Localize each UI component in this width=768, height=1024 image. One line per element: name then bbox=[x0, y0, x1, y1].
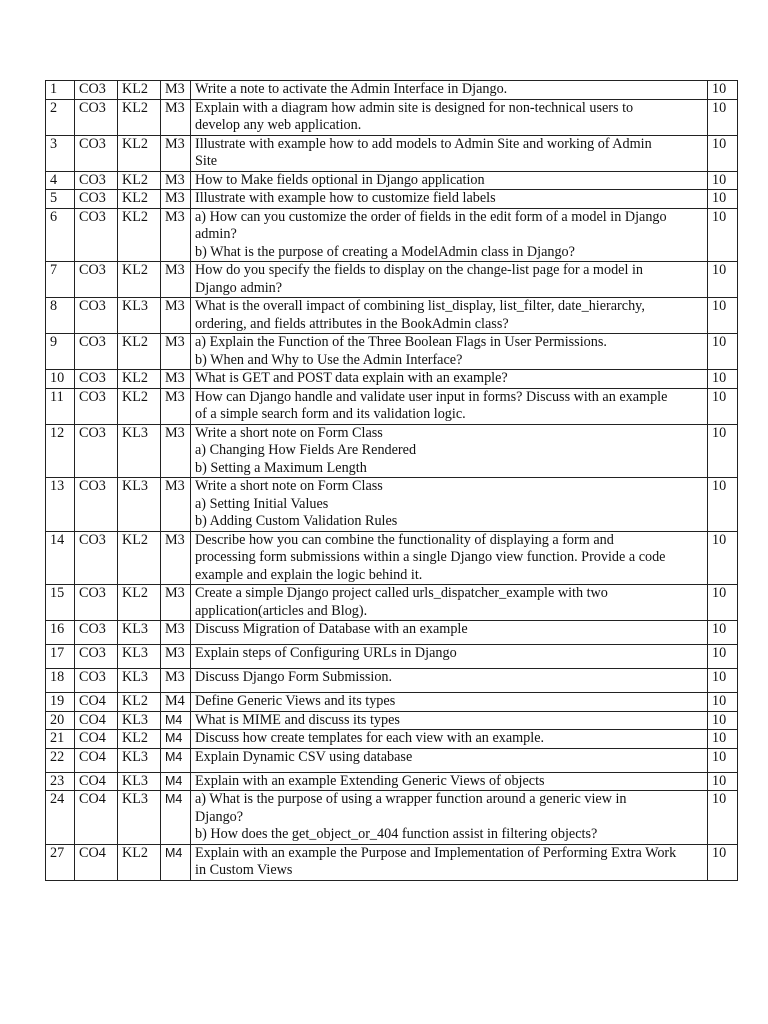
question-number: 5 bbox=[46, 190, 75, 209]
question-table-body bbox=[46, 81, 738, 881]
module: M3 bbox=[161, 298, 191, 334]
module: M3 bbox=[161, 370, 191, 389]
knowledge-level: KL2 bbox=[118, 171, 161, 190]
question-line: Illustrate with example how to add models to Admin Site and working of Admin bbox=[195, 135, 652, 152]
question-line: Discuss how create templates for each view with an example. bbox=[195, 730, 545, 746]
knowledge-level: KL2 bbox=[118, 334, 161, 370]
question-row bbox=[46, 190, 738, 209]
question-line: application(articles and Blog). bbox=[195, 602, 368, 619]
question-row bbox=[46, 585, 738, 621]
course-outcome: CO3 bbox=[75, 585, 118, 621]
question-line: b) Setting a Maximum Length bbox=[195, 459, 367, 476]
question-number: 21 bbox=[46, 730, 75, 749]
question-text bbox=[191, 81, 708, 100]
course-outcome: CO3 bbox=[75, 370, 118, 389]
question-number: 18 bbox=[46, 669, 75, 693]
question-row bbox=[46, 621, 738, 645]
course-outcome: CO3 bbox=[75, 669, 118, 693]
course-outcome: CO3 bbox=[75, 135, 118, 171]
module: M3 bbox=[161, 99, 191, 135]
knowledge-level: KL2 bbox=[118, 531, 161, 585]
marks: 10 bbox=[708, 791, 738, 845]
question-line: ordering, and fields attributes in the BookAdmin class? bbox=[195, 315, 509, 332]
question-text bbox=[191, 388, 708, 424]
course-outcome: CO4 bbox=[75, 772, 118, 791]
module: M3 bbox=[161, 81, 191, 100]
question-line: Discuss Django Form Submission. bbox=[195, 669, 393, 685]
knowledge-level: KL2 bbox=[118, 190, 161, 209]
question-line: Explain with a diagram how admin site is designed for non-technical users to bbox=[195, 99, 634, 116]
module: M4 bbox=[161, 772, 191, 791]
course-outcome: CO4 bbox=[75, 711, 118, 730]
question-line: What is MIME and discuss its types bbox=[195, 711, 400, 728]
question-row bbox=[46, 262, 738, 298]
module: M3 bbox=[161, 334, 191, 370]
module: M3 bbox=[161, 388, 191, 424]
question-table bbox=[45, 80, 738, 881]
question-row bbox=[46, 669, 738, 693]
course-outcome: CO3 bbox=[75, 171, 118, 190]
question-line: admin? bbox=[195, 226, 237, 242]
marks: 10 bbox=[708, 531, 738, 585]
question-row bbox=[46, 334, 738, 370]
module: M3 bbox=[161, 171, 191, 190]
question-line: Write a short note on Form Class bbox=[195, 424, 383, 441]
question-number: 23 bbox=[46, 772, 75, 791]
course-outcome: CO3 bbox=[75, 208, 118, 262]
marks: 10 bbox=[708, 135, 738, 171]
question-number: 6 bbox=[46, 208, 75, 262]
question-text bbox=[191, 645, 708, 669]
module: M3 bbox=[161, 190, 191, 209]
marks: 10 bbox=[708, 711, 738, 730]
question-line: How to Make fields optional in Django application bbox=[195, 171, 485, 188]
question-line: Discuss Migration of Database with an example bbox=[195, 621, 468, 637]
question-row bbox=[46, 772, 738, 791]
question-row bbox=[46, 645, 738, 669]
question-text bbox=[191, 478, 708, 532]
course-outcome: CO3 bbox=[75, 424, 118, 478]
knowledge-level: KL3 bbox=[118, 669, 161, 693]
knowledge-level: KL2 bbox=[118, 135, 161, 171]
question-text bbox=[191, 298, 708, 334]
module: M3 bbox=[161, 135, 191, 171]
question-line: Site bbox=[195, 153, 218, 169]
question-text bbox=[191, 135, 708, 171]
course-outcome: CO3 bbox=[75, 645, 118, 669]
question-row bbox=[46, 208, 738, 262]
question-row bbox=[46, 171, 738, 190]
question-number: 24 bbox=[46, 791, 75, 845]
knowledge-level: KL2 bbox=[118, 693, 161, 712]
marks: 10 bbox=[708, 99, 738, 135]
module: M3 bbox=[161, 645, 191, 669]
question-text bbox=[191, 844, 708, 880]
module: M3 bbox=[161, 262, 191, 298]
knowledge-level: KL3 bbox=[118, 711, 161, 730]
marks: 10 bbox=[708, 621, 738, 645]
course-outcome: CO3 bbox=[75, 621, 118, 645]
module: M4 bbox=[161, 748, 191, 772]
knowledge-level: KL3 bbox=[118, 298, 161, 334]
question-text bbox=[191, 334, 708, 370]
question-row bbox=[46, 370, 738, 389]
question-row bbox=[46, 693, 738, 712]
marks: 10 bbox=[708, 748, 738, 772]
course-outcome: CO3 bbox=[75, 81, 118, 100]
question-text bbox=[191, 208, 708, 262]
question-row bbox=[46, 844, 738, 880]
question-text bbox=[191, 791, 708, 845]
module: M4 bbox=[161, 730, 191, 749]
knowledge-level: KL2 bbox=[118, 370, 161, 389]
knowledge-level: KL2 bbox=[118, 585, 161, 621]
question-text bbox=[191, 621, 708, 645]
knowledge-level: KL2 bbox=[118, 208, 161, 262]
question-line: Django admin? bbox=[195, 279, 283, 296]
question-text bbox=[191, 585, 708, 621]
course-outcome: CO3 bbox=[75, 478, 118, 532]
question-row bbox=[46, 388, 738, 424]
question-line: Explain with an example the Purpose and Implementation of Performing Extra Work bbox=[195, 844, 677, 861]
course-outcome: CO4 bbox=[75, 693, 118, 712]
marks: 10 bbox=[708, 585, 738, 621]
course-outcome: CO3 bbox=[75, 531, 118, 585]
question-number: 10 bbox=[46, 370, 75, 389]
question-number: 3 bbox=[46, 135, 75, 171]
knowledge-level: KL2 bbox=[118, 844, 161, 880]
question-number: 2 bbox=[46, 99, 75, 135]
question-line: How do you specify the fields to display on the change-list page for a model in bbox=[195, 262, 643, 278]
question-line: a) Setting Initial Values bbox=[195, 495, 329, 512]
marks: 10 bbox=[708, 424, 738, 478]
question-text bbox=[191, 772, 708, 791]
question-row bbox=[46, 99, 738, 135]
question-number: 22 bbox=[46, 748, 75, 772]
question-line: develop any web application. bbox=[195, 117, 362, 133]
question-line: Describe how you can combine the functionality of displaying a form and bbox=[195, 531, 614, 548]
question-text bbox=[191, 748, 708, 772]
question-number: 17 bbox=[46, 645, 75, 669]
question-text bbox=[191, 190, 708, 209]
question-row bbox=[46, 730, 738, 749]
knowledge-level: KL3 bbox=[118, 748, 161, 772]
question-row bbox=[46, 791, 738, 845]
question-row bbox=[46, 748, 738, 772]
question-number: 13 bbox=[46, 478, 75, 532]
course-outcome: CO4 bbox=[75, 791, 118, 845]
marks: 10 bbox=[708, 334, 738, 370]
marks: 10 bbox=[708, 171, 738, 190]
question-number: 4 bbox=[46, 171, 75, 190]
marks: 10 bbox=[708, 772, 738, 791]
question-line: Write a note to activate the Admin Interface in Django. bbox=[195, 81, 508, 97]
question-row bbox=[46, 298, 738, 334]
knowledge-level: KL3 bbox=[118, 621, 161, 645]
knowledge-level: KL3 bbox=[118, 791, 161, 845]
marks: 10 bbox=[708, 388, 738, 424]
question-row bbox=[46, 711, 738, 730]
course-outcome: CO3 bbox=[75, 334, 118, 370]
question-number: 15 bbox=[46, 585, 75, 621]
question-line: of a simple search form and its validation logic. bbox=[195, 406, 466, 422]
course-outcome: CO4 bbox=[75, 844, 118, 880]
knowledge-level: KL3 bbox=[118, 772, 161, 791]
module: M4 bbox=[161, 693, 191, 712]
question-number: 19 bbox=[46, 693, 75, 712]
question-text bbox=[191, 693, 708, 712]
marks: 10 bbox=[708, 669, 738, 693]
module: M3 bbox=[161, 669, 191, 693]
knowledge-level: KL2 bbox=[118, 99, 161, 135]
question-number: 16 bbox=[46, 621, 75, 645]
question-line: Create a simple Django project called urls_dispatcher_example with two bbox=[195, 585, 608, 601]
module: M3 bbox=[161, 208, 191, 262]
question-text bbox=[191, 531, 708, 585]
question-number: 20 bbox=[46, 711, 75, 730]
question-line: in Custom Views bbox=[195, 862, 293, 878]
question-line: Illustrate with example how to customize field labels bbox=[195, 190, 496, 206]
question-number: 27 bbox=[46, 844, 75, 880]
module: M3 bbox=[161, 585, 191, 621]
module: M3 bbox=[161, 424, 191, 478]
question-number: 9 bbox=[46, 334, 75, 370]
question-row bbox=[46, 135, 738, 171]
course-outcome: CO3 bbox=[75, 190, 118, 209]
question-line: b) How does the get_object_or_404 function assist in filtering objects? bbox=[195, 826, 598, 842]
course-outcome: CO4 bbox=[75, 730, 118, 749]
question-line: b) What is the purpose of creating a ModelAdmin class in Django? bbox=[195, 243, 575, 260]
question-number: 7 bbox=[46, 262, 75, 298]
module: M4 bbox=[161, 844, 191, 880]
module: M3 bbox=[161, 531, 191, 585]
question-text bbox=[191, 730, 708, 749]
marks: 10 bbox=[708, 693, 738, 712]
question-line: example and explain the logic behind it. bbox=[195, 566, 423, 583]
knowledge-level: KL2 bbox=[118, 262, 161, 298]
course-outcome: CO3 bbox=[75, 388, 118, 424]
question-line: Explain steps of Configuring URLs in Django bbox=[195, 645, 457, 661]
question-line: What is the overall impact of combining list_display, list_filter, date_hierarchy, bbox=[195, 298, 645, 314]
knowledge-level: KL2 bbox=[118, 81, 161, 100]
knowledge-level: KL2 bbox=[118, 730, 161, 749]
question-row bbox=[46, 424, 738, 478]
marks: 10 bbox=[708, 298, 738, 334]
question-line: Define Generic Views and its types bbox=[195, 693, 396, 709]
course-outcome: CO4 bbox=[75, 748, 118, 772]
question-line: Explain with an example Extending Generic Views of objects bbox=[195, 772, 545, 789]
question-number: 14 bbox=[46, 531, 75, 585]
question-row bbox=[46, 81, 738, 100]
course-outcome: CO3 bbox=[75, 298, 118, 334]
question-number: 12 bbox=[46, 424, 75, 478]
knowledge-level: KL3 bbox=[118, 478, 161, 532]
question-line: b) When and Why to Use the Admin Interface? bbox=[195, 351, 463, 368]
question-line: How can Django handle and validate user input in forms? Discuss with an example bbox=[195, 388, 668, 405]
module: M3 bbox=[161, 478, 191, 532]
marks: 10 bbox=[708, 730, 738, 749]
knowledge-level: KL3 bbox=[118, 645, 161, 669]
question-row bbox=[46, 478, 738, 532]
module: M4 bbox=[161, 791, 191, 845]
question-text bbox=[191, 99, 708, 135]
question-text bbox=[191, 424, 708, 478]
question-line: a) What is the purpose of using a wrapper function around a generic view in bbox=[195, 791, 627, 807]
question-row bbox=[46, 531, 738, 585]
knowledge-level: KL2 bbox=[118, 388, 161, 424]
question-line: a) Explain the Function of the Three Boolean Flags in User Permissions. bbox=[195, 334, 607, 350]
question-number: 8 bbox=[46, 298, 75, 334]
knowledge-level: KL3 bbox=[118, 424, 161, 478]
course-outcome: CO3 bbox=[75, 99, 118, 135]
course-outcome: CO3 bbox=[75, 262, 118, 298]
marks: 10 bbox=[708, 844, 738, 880]
question-number: 11 bbox=[46, 388, 75, 424]
marks: 10 bbox=[708, 262, 738, 298]
question-text bbox=[191, 262, 708, 298]
question-line: Explain Dynamic CSV using database bbox=[195, 748, 413, 765]
marks: 10 bbox=[708, 81, 738, 100]
question-number: 1 bbox=[46, 81, 75, 100]
marks: 10 bbox=[708, 478, 738, 532]
question-line: Django? bbox=[195, 808, 244, 825]
question-line: Write a short note on Form Class bbox=[195, 478, 383, 494]
marks: 10 bbox=[708, 208, 738, 262]
question-line: What is GET and POST data explain with an example? bbox=[195, 370, 508, 386]
question-line: a) Changing How Fields Are Rendered bbox=[195, 442, 417, 458]
question-line: processing form submissions within a single Django view function. Provide a code bbox=[195, 549, 666, 565]
question-line: a) How can you customize the order of fields in the edit form of a model in Django bbox=[195, 208, 667, 225]
question-line: b) Adding Custom Validation Rules bbox=[195, 513, 398, 529]
question-text bbox=[191, 711, 708, 730]
question-text bbox=[191, 370, 708, 389]
question-text bbox=[191, 669, 708, 693]
marks: 10 bbox=[708, 370, 738, 389]
marks: 10 bbox=[708, 645, 738, 669]
module: M3 bbox=[161, 621, 191, 645]
module: M4 bbox=[161, 711, 191, 730]
marks: 10 bbox=[708, 190, 738, 209]
question-text bbox=[191, 171, 708, 190]
